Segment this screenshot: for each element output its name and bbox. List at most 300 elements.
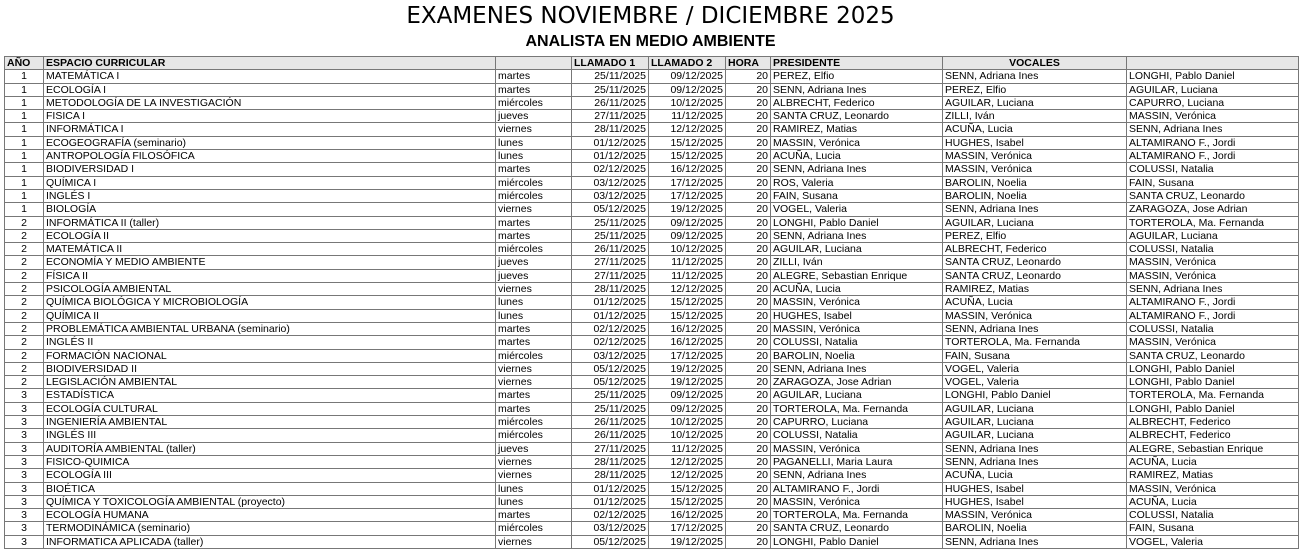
cell-vocal-1: BAROLIN, Noelia [943,189,1127,202]
cell-hora: 20 [726,362,771,375]
cell-hora: 20 [726,509,771,522]
cell-hora: 20 [726,402,771,415]
table-header-row [5,57,1299,70]
cell-vocal-2: COLUSSI, Natalia [1127,509,1299,522]
cell-hora: 20 [726,243,771,256]
cell-dia: viernes [496,376,572,389]
cell-vocal-1: AGUILAR, Luciana [943,216,1127,229]
cell-vocal-2: COLUSSI, Natalia [1127,322,1299,335]
cell-llamado-2: 09/12/2025 [649,216,726,229]
cell-dia: viernes [496,123,572,136]
cell-dia: jueves [496,269,572,282]
cell-presidente: SENN, Adriana Ines [771,83,943,96]
cell-hora: 20 [726,163,771,176]
cell-presidente: TORTEROLA, Ma. Fernanda [771,402,943,415]
cell-anio: 3 [5,442,44,455]
cell-llamado-1: 05/12/2025 [572,376,649,389]
cell-espacio-curricular: BIOLOGÍA [44,203,496,216]
cell-vocal-1: ACUÑA, Lucia [943,296,1127,309]
cell-anio: 1 [5,150,44,163]
cell-espacio-curricular: ANTROPOLOGÍA FILOSÓFICA [44,150,496,163]
cell-vocal-1: HUGHES, Isabel [943,482,1127,495]
cell-presidente: HUGHES, Isabel [771,309,943,322]
cell-espacio-curricular: ECOGEOGRAFÍA (seminario) [44,136,496,149]
cell-espacio-curricular: FISICO-QUIMICA [44,455,496,468]
cell-anio: 2 [5,309,44,322]
cell-anio: 2 [5,362,44,375]
header-vocales: VOCALES [943,57,1127,70]
cell-llamado-1: 27/11/2025 [572,256,649,269]
cell-anio: 3 [5,535,44,548]
cell-llamado-2: 17/12/2025 [649,176,726,189]
cell-presidente: RAMIREZ, Matias [771,123,943,136]
cell-vocal-2: MASSIN, Verónica [1127,110,1299,123]
cell-espacio-curricular: INGLÉS III [44,429,496,442]
cell-vocal-1: AGUILAR, Luciana [943,429,1127,442]
cell-presidente: ACUÑA, Lucia [771,150,943,163]
cell-presidente: ALBRECHT, Federico [771,96,943,109]
cell-llamado-1: 27/11/2025 [572,110,649,123]
cell-vocal-2: RAMIREZ, Matias [1127,469,1299,482]
table-row [5,469,1299,482]
table-row [5,416,1299,429]
cell-espacio-curricular: QUÍMICA BIOLÓGICA Y MICROBIOLOGÍA [44,296,496,309]
cell-vocal-2: COLUSSI, Natalia [1127,243,1299,256]
cell-presidente: AGUILAR, Luciana [771,389,943,402]
cell-presidente: TORTEROLA, Ma. Fernanda [771,509,943,522]
cell-presidente: AGUILAR, Luciana [771,243,943,256]
cell-hora: 20 [726,522,771,535]
cell-vocal-2: CAPURRO, Luciana [1127,96,1299,109]
cell-anio: 2 [5,283,44,296]
cell-llamado-2: 19/12/2025 [649,362,726,375]
cell-espacio-curricular: QUÍMICA II [44,309,496,322]
cell-vocal-1: RAMIREZ, Matias [943,283,1127,296]
cell-llamado-1: 25/11/2025 [572,70,649,83]
cell-llamado-2: 12/12/2025 [649,123,726,136]
table-row [5,216,1299,229]
cell-anio: 1 [5,189,44,202]
table-row [5,256,1299,269]
cell-dia: martes [496,163,572,176]
cell-hora: 20 [726,442,771,455]
cell-hora: 20 [726,283,771,296]
cell-llamado-2: 09/12/2025 [649,70,726,83]
cell-vocal-1: LONGHI, Pablo Daniel [943,389,1127,402]
cell-espacio-curricular: FORMACIÓN NACIONAL [44,349,496,362]
cell-vocal-2: MASSIN, Verónica [1127,482,1299,495]
cell-dia: martes [496,322,572,335]
cell-presidente: MASSIN, Verónica [771,296,943,309]
cell-llamado-2: 11/12/2025 [649,110,726,123]
cell-llamado-2: 15/12/2025 [649,482,726,495]
table-row [5,322,1299,335]
cell-vocal-2: ACUÑA, Lucia [1127,455,1299,468]
cell-anio: 1 [5,83,44,96]
cell-llamado-1: 26/11/2025 [572,416,649,429]
cell-hora: 20 [726,296,771,309]
cell-anio: 2 [5,349,44,362]
cell-llamado-2: 10/12/2025 [649,429,726,442]
cell-espacio-curricular: QUÍMICA I [44,176,496,189]
cell-espacio-curricular: ECOLOGÍA HUMANA [44,509,496,522]
cell-anio: 2 [5,243,44,256]
cell-espacio-curricular: FISICA I [44,110,496,123]
cell-dia: miércoles [496,416,572,429]
cell-dia: jueves [496,256,572,269]
cell-vocal-2: ALTAMIRANO F., Jordi [1127,136,1299,149]
table-row [5,176,1299,189]
cell-espacio-curricular: BIOÉTICA [44,482,496,495]
cell-dia: martes [496,336,572,349]
cell-llamado-2: 19/12/2025 [649,203,726,216]
cell-llamado-2: 09/12/2025 [649,389,726,402]
cell-hora: 20 [726,309,771,322]
cell-vocal-2: AGUILAR, Luciana [1127,83,1299,96]
cell-presidente: LONGHI, Pablo Daniel [771,216,943,229]
cell-presidente: ZARAGOZA, Jose Adrian [771,376,943,389]
cell-espacio-curricular: INGLÉS II [44,336,496,349]
cell-vocal-1: BAROLIN, Noelia [943,522,1127,535]
cell-llamado-1: 03/12/2025 [572,522,649,535]
cell-vocal-2: ALTAMIRANO F., Jordi [1127,150,1299,163]
cell-presidente: CAPURRO, Luciana [771,416,943,429]
cell-llamado-1: 03/12/2025 [572,176,649,189]
table-row [5,522,1299,535]
cell-hora: 20 [726,336,771,349]
cell-vocal-2: ALTAMIRANO F., Jordi [1127,296,1299,309]
cell-vocal-1: SENN, Adriana Ines [943,535,1127,548]
cell-espacio-curricular: ESTADÍSTICA [44,389,496,402]
cell-llamado-1: 28/11/2025 [572,469,649,482]
cell-hora: 20 [726,256,771,269]
cell-anio: 3 [5,402,44,415]
cell-vocal-1: ACUÑA, Lucia [943,123,1127,136]
cell-dia: miércoles [496,522,572,535]
cell-hora: 20 [726,203,771,216]
cell-espacio-curricular: BIODIVERSIDAD II [44,362,496,375]
cell-llamado-2: 19/12/2025 [649,376,726,389]
cell-hora: 20 [726,136,771,149]
cell-espacio-curricular: ECOLOGÍA III [44,469,496,482]
cell-llamado-2: 11/12/2025 [649,269,726,282]
cell-espacio-curricular: FÍSICA II [44,269,496,282]
cell-vocal-2: LONGHI, Pablo Daniel [1127,70,1299,83]
cell-espacio-curricular: ECOLOGÍA II [44,229,496,242]
cell-dia: martes [496,389,572,402]
cell-hora: 20 [726,110,771,123]
cell-llamado-1: 05/12/2025 [572,362,649,375]
cell-llamado-2: 09/12/2025 [649,83,726,96]
cell-vocal-1: AGUILAR, Luciana [943,96,1127,109]
cell-presidente: ACUÑA, Lucia [771,283,943,296]
cell-vocal-1: FAIN, Susana [943,349,1127,362]
cell-vocal-2: ACUÑA, Lucia [1127,495,1299,508]
header-espacio-curricular: ESPACIO CURRICULAR [44,57,496,70]
header-presidente: PRESIDENTE [771,57,943,70]
cell-dia: miércoles [496,429,572,442]
cell-anio: 3 [5,416,44,429]
cell-vocal-1: PEREZ, Elfio [943,229,1127,242]
cell-llamado-1: 26/11/2025 [572,243,649,256]
table-row [5,482,1299,495]
cell-dia: miércoles [496,96,572,109]
table-row [5,455,1299,468]
cell-anio: 3 [5,455,44,468]
header-anio: AÑO [5,57,44,70]
cell-anio: 3 [5,509,44,522]
cell-llamado-1: 02/12/2025 [572,163,649,176]
cell-presidente: ALEGRE, Sebastian Enrique [771,269,943,282]
table-row [5,442,1299,455]
cell-vocal-1: SANTA CRUZ, Leonardo [943,256,1127,269]
cell-anio: 1 [5,110,44,123]
cell-presidente: SENN, Adriana Ines [771,469,943,482]
cell-vocal-1: MASSIN, Verónica [943,309,1127,322]
cell-espacio-curricular: INFORMATICA APLICADA (taller) [44,535,496,548]
cell-anio: 3 [5,482,44,495]
cell-espacio-curricular: INGLÉS I [44,189,496,202]
table-row [5,376,1299,389]
cell-hora: 20 [726,322,771,335]
table-row [5,163,1299,176]
cell-vocal-1: HUGHES, Isabel [943,495,1127,508]
cell-llamado-2: 15/12/2025 [649,136,726,149]
cell-espacio-curricular: PROBLEMÁTICA AMBIENTAL URBANA (seminario) [44,322,496,335]
cell-dia: martes [496,83,572,96]
cell-llamado-1: 25/11/2025 [572,229,649,242]
cell-llamado-1: 01/12/2025 [572,482,649,495]
cell-presidente: SENN, Adriana Ines [771,229,943,242]
cell-vocal-2: ALBRECHT, Federico [1127,429,1299,442]
cell-llamado-2: 15/12/2025 [649,495,726,508]
cell-hora: 20 [726,482,771,495]
cell-vocal-1: SENN, Adriana Ines [943,442,1127,455]
cell-dia: martes [496,70,572,83]
cell-presidente: ALTAMIRANO F., Jordi [771,482,943,495]
cell-llamado-2: 17/12/2025 [649,522,726,535]
table-row [5,429,1299,442]
cell-espacio-curricular: BIODIVERSIDAD I [44,163,496,176]
cell-vocal-2: TORTEROLA, Ma. Fernanda [1127,216,1299,229]
cell-espacio-curricular: MATEMÁTICA I [44,70,496,83]
cell-anio: 2 [5,336,44,349]
cell-presidente: MASSIN, Verónica [771,136,943,149]
cell-llamado-2: 09/12/2025 [649,229,726,242]
cell-presidente: SENN, Adriana Ines [771,163,943,176]
cell-anio: 2 [5,256,44,269]
exam-schedule-table [4,56,1299,549]
cell-llamado-1: 27/11/2025 [572,442,649,455]
cell-dia: jueves [496,442,572,455]
cell-llamado-1: 01/12/2025 [572,309,649,322]
cell-vocal-2: ALEGRE, Sebastian Enrique [1127,442,1299,455]
cell-llamado-1: 27/11/2025 [572,269,649,282]
cell-llamado-1: 02/12/2025 [572,336,649,349]
cell-llamado-2: 09/12/2025 [649,402,726,415]
table-row [5,189,1299,202]
cell-vocal-2: MASSIN, Verónica [1127,269,1299,282]
cell-anio: 1 [5,136,44,149]
table-row [5,283,1299,296]
table-row [5,70,1299,83]
cell-espacio-curricular: TERMODINÁMICA (seminario) [44,522,496,535]
cell-anio: 1 [5,70,44,83]
cell-hora: 20 [726,216,771,229]
cell-llamado-1: 28/11/2025 [572,455,649,468]
cell-presidente: MASSIN, Verónica [771,322,943,335]
cell-espacio-curricular: QUÍMICA Y TOXICOLOGÍA AMBIENTAL (proyecto) [44,495,496,508]
cell-dia: miércoles [496,243,572,256]
cell-anio: 2 [5,376,44,389]
cell-presidente: SENN, Adriana Ines [771,362,943,375]
cell-presidente: COLUSSI, Natalia [771,429,943,442]
cell-llamado-1: 05/12/2025 [572,203,649,216]
cell-dia: martes [496,216,572,229]
cell-vocal-1: SENN, Adriana Ines [943,203,1127,216]
cell-llamado-1: 28/11/2025 [572,283,649,296]
cell-espacio-curricular: AUDITORÍA AMBIENTAL (taller) [44,442,496,455]
cell-vocal-2: ALBRECHT, Federico [1127,416,1299,429]
cell-vocal-1: AGUILAR, Luciana [943,416,1127,429]
cell-espacio-curricular: MATEMÁTICA II [44,243,496,256]
cell-llamado-2: 15/12/2025 [649,309,726,322]
header-dia [496,57,572,70]
cell-vocal-2: FAIN, Susana [1127,176,1299,189]
table-row [5,203,1299,216]
cell-vocal-2: ALTAMIRANO F., Jordi [1127,309,1299,322]
cell-dia: miércoles [496,176,572,189]
cell-llamado-2: 19/12/2025 [649,535,726,548]
cell-vocal-2: LONGHI, Pablo Daniel [1127,376,1299,389]
cell-espacio-curricular: ECONOMÍA Y MEDIO AMBIENTE [44,256,496,269]
table-row [5,535,1299,548]
cell-espacio-curricular: LEGISLACIÓN AMBIENTAL [44,376,496,389]
cell-vocal-2: SANTA CRUZ, Leonardo [1127,189,1299,202]
cell-llamado-2: 16/12/2025 [649,509,726,522]
cell-dia: viernes [496,469,572,482]
cell-llamado-2: 15/12/2025 [649,296,726,309]
cell-llamado-2: 17/12/2025 [649,349,726,362]
cell-llamado-1: 01/12/2025 [572,150,649,163]
cell-presidente: COLUSSI, Natalia [771,336,943,349]
table-row [5,309,1299,322]
cell-hora: 20 [726,429,771,442]
cell-vocal-1: SENN, Adriana Ines [943,455,1127,468]
cell-vocal-1: TORTEROLA, Ma. Fernanda [943,336,1127,349]
cell-vocal-2: MASSIN, Verónica [1127,256,1299,269]
table-row [5,83,1299,96]
cell-vocal-2: LONGHI, Pablo Daniel [1127,402,1299,415]
table-row [5,336,1299,349]
cell-dia: viernes [496,203,572,216]
cell-presidente: FAIN, Susana [771,189,943,202]
table-row [5,402,1299,415]
cell-llamado-1: 01/12/2025 [572,296,649,309]
cell-llamado-2: 11/12/2025 [649,256,726,269]
cell-presidente: SANTA CRUZ, Leonardo [771,522,943,535]
cell-presidente: ZILLI, Iván [771,256,943,269]
cell-hora: 20 [726,535,771,548]
cell-llamado-1: 25/11/2025 [572,216,649,229]
cell-hora: 20 [726,416,771,429]
cell-vocal-1: BAROLIN, Noelia [943,176,1127,189]
cell-anio: 2 [5,229,44,242]
cell-dia: jueves [496,110,572,123]
cell-llamado-2: 10/12/2025 [649,96,726,109]
cell-hora: 20 [726,269,771,282]
cell-vocal-2: SANTA CRUZ, Leonardo [1127,349,1299,362]
cell-hora: 20 [726,349,771,362]
cell-dia: lunes [496,482,572,495]
cell-anio: 2 [5,296,44,309]
cell-hora: 20 [726,150,771,163]
cell-espacio-curricular: METODOLOGÍA DE LA INVESTIGACIÓN [44,96,496,109]
table-row [5,389,1299,402]
cell-hora: 20 [726,229,771,242]
cell-vocal-1: SANTA CRUZ, Leonardo [943,269,1127,282]
table-row [5,229,1299,242]
cell-anio: 2 [5,216,44,229]
cell-vocal-1: ZILLI, Iván [943,110,1127,123]
cell-presidente: LONGHI, Pablo Daniel [771,535,943,548]
cell-vocal-2: AGUILAR, Luciana [1127,229,1299,242]
header-llamado-1: LLAMADO 1 [572,57,649,70]
cell-presidente: VOGEL, Valeria [771,203,943,216]
cell-hora: 20 [726,123,771,136]
cell-hora: 20 [726,176,771,189]
cell-vocal-1: AGUILAR, Luciana [943,402,1127,415]
cell-llamado-2: 17/12/2025 [649,189,726,202]
cell-hora: 20 [726,469,771,482]
cell-dia: miércoles [496,349,572,362]
cell-hora: 20 [726,189,771,202]
cell-hora: 20 [726,96,771,109]
cell-vocal-2: COLUSSI, Natalia [1127,163,1299,176]
cell-llamado-1: 25/11/2025 [572,402,649,415]
cell-presidente: BAROLIN, Noelia [771,349,943,362]
table-row [5,296,1299,309]
cell-dia: martes [496,402,572,415]
cell-hora: 20 [726,389,771,402]
cell-anio: 3 [5,522,44,535]
cell-anio: 3 [5,389,44,402]
cell-llamado-2: 12/12/2025 [649,455,726,468]
cell-anio: 1 [5,203,44,216]
cell-presidente: PEREZ, Elfio [771,70,943,83]
table-row [5,362,1299,375]
cell-anio: 3 [5,429,44,442]
table-row [5,509,1299,522]
cell-vocal-1: MASSIN, Verónica [943,150,1127,163]
cell-dia: lunes [496,296,572,309]
cell-vocal-1: VOGEL, Valeria [943,362,1127,375]
cell-anio: 3 [5,469,44,482]
cell-vocal-1: VOGEL, Valeria [943,376,1127,389]
cell-llamado-2: 10/12/2025 [649,243,726,256]
cell-presidente: MASSIN, Verónica [771,442,943,455]
header-llamado-2: LLAMADO 2 [649,57,726,70]
cell-anio: 1 [5,123,44,136]
cell-vocal-1: MASSIN, Verónica [943,163,1127,176]
cell-llamado-1: 01/12/2025 [572,136,649,149]
cell-dia: viernes [496,283,572,296]
table-row [5,349,1299,362]
header-hora: HORA [726,57,771,70]
cell-espacio-curricular: INGENIERÍA AMBIENTAL [44,416,496,429]
cell-vocal-1: ACUÑA, Lucia [943,469,1127,482]
cell-vocal-2: SENN, Adriana Ines [1127,283,1299,296]
